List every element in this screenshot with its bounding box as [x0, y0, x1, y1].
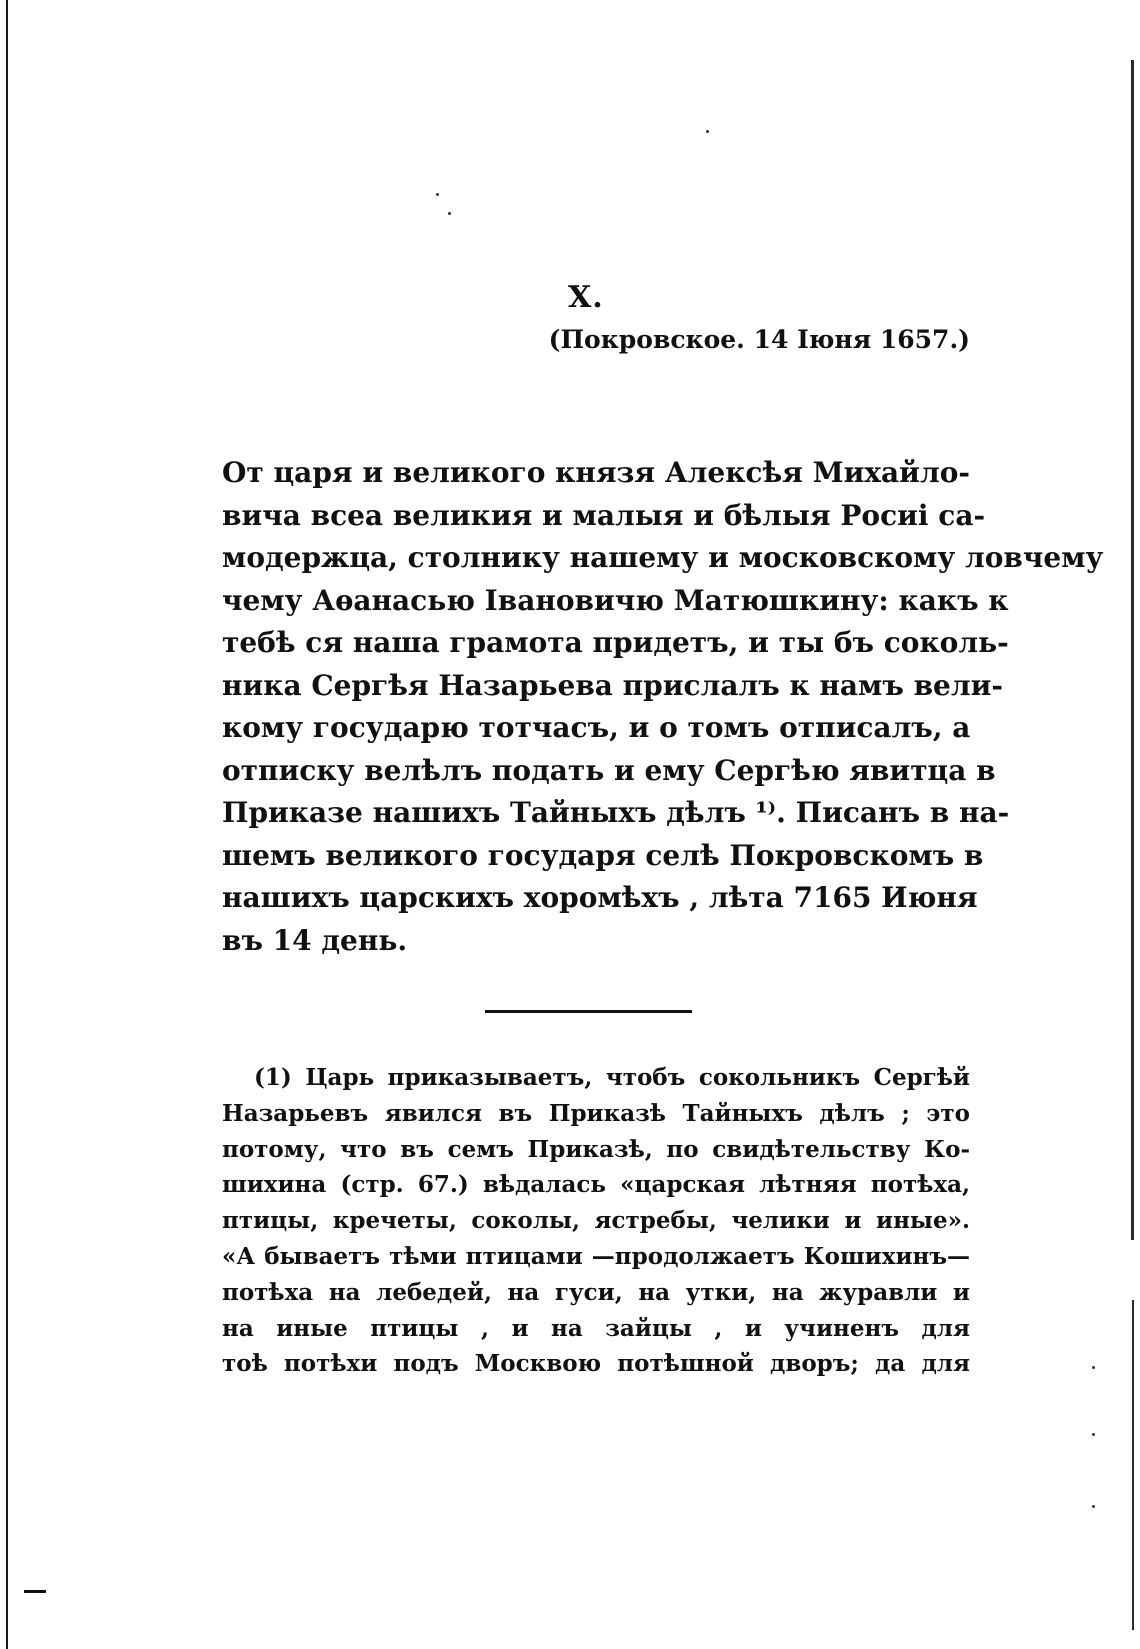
footnote-line: потому, что въ семъ Приказѣ, по свидѣтельству Ко-	[222, 1135, 970, 1163]
document-number: X.	[568, 280, 604, 315]
text-line: въ 14 день.	[222, 923, 408, 957]
text-line: От царя и великого князя Алексѣя Михайло-	[222, 456, 970, 489]
scan-speck	[436, 193, 439, 196]
text-line: кому государю тотчасъ, и о томъ отписалъ, а	[222, 711, 971, 744]
text-line: Приказе нашихъ Тайныхъ дѣлъ ¹⁾. Писанъ в на-	[222, 796, 1010, 829]
text-line: ника Сергѣя Назарьева прислалъ к намъ вели-	[222, 668, 1003, 702]
footnote-line: Назарьевъ явился въ Приказѣ Тайныхъ дѣлъ ; это	[222, 1099, 970, 1127]
footnote-line: (1) Царь приказываетъ, чтобъ сокольникъ Сергѣй	[254, 1064, 970, 1091]
footnote	[222, 1060, 970, 1382]
footnote-line: на иные птицы , и на зайцы , и учиненъ для	[222, 1314, 970, 1342]
text-line: отписку велѣлъ подать и ему Сергѣю явитца в	[222, 753, 996, 787]
page-edge-left	[6, 0, 8, 1649]
footnote-line: птицы, кречеты, соколы, ястребы, челики и иные».	[222, 1207, 970, 1235]
section-divider	[485, 1010, 692, 1013]
scan-speck	[1092, 1505, 1095, 1508]
text-line: нашихъ царскихъ хоромѣхъ , лѣта 7165 Июня	[222, 881, 978, 914]
text-line: тебѣ ся наша грамота придетъ, и ты бъ соколь-	[222, 626, 1009, 659]
scan-speck	[1092, 1433, 1095, 1436]
text-line: шемъ великого государя селѣ Покровскомъ в	[222, 838, 984, 872]
footnote-line: тоѣ потѣхи подъ Москвою потѣшной дворъ; да для	[222, 1350, 970, 1378]
margin-mark	[24, 1590, 46, 1593]
scan-speck	[706, 130, 709, 133]
dateline: (Покровское. 14 Іюня 1657.)	[548, 325, 970, 354]
scan-speck	[1092, 1366, 1095, 1369]
page-edge-right	[1131, 60, 1134, 1240]
main-text	[222, 452, 1104, 962]
footnote-line: потѣха на лебедей, на гуси, на утки, на журавли и	[222, 1278, 970, 1306]
text-line: модержца, столнику нашему и московскому ловчему	[222, 541, 1104, 574]
footnote-line: шихина (стр. 67.) вѣдалась «царская лѣтняя потѣха,	[222, 1171, 970, 1199]
text-line: вича всеа великия и малыя и бѣлыя Росиі са-	[222, 498, 986, 532]
scan-speck	[448, 212, 451, 215]
footnote-line: «А бываетъ тѣми птицами —продолжаетъ Кошихинъ—	[222, 1242, 970, 1270]
text-line: чему Аѳанасью Івановичю Матюшкину: какъ к	[222, 583, 1009, 617]
page-edge-right-lower	[1132, 1300, 1134, 1630]
